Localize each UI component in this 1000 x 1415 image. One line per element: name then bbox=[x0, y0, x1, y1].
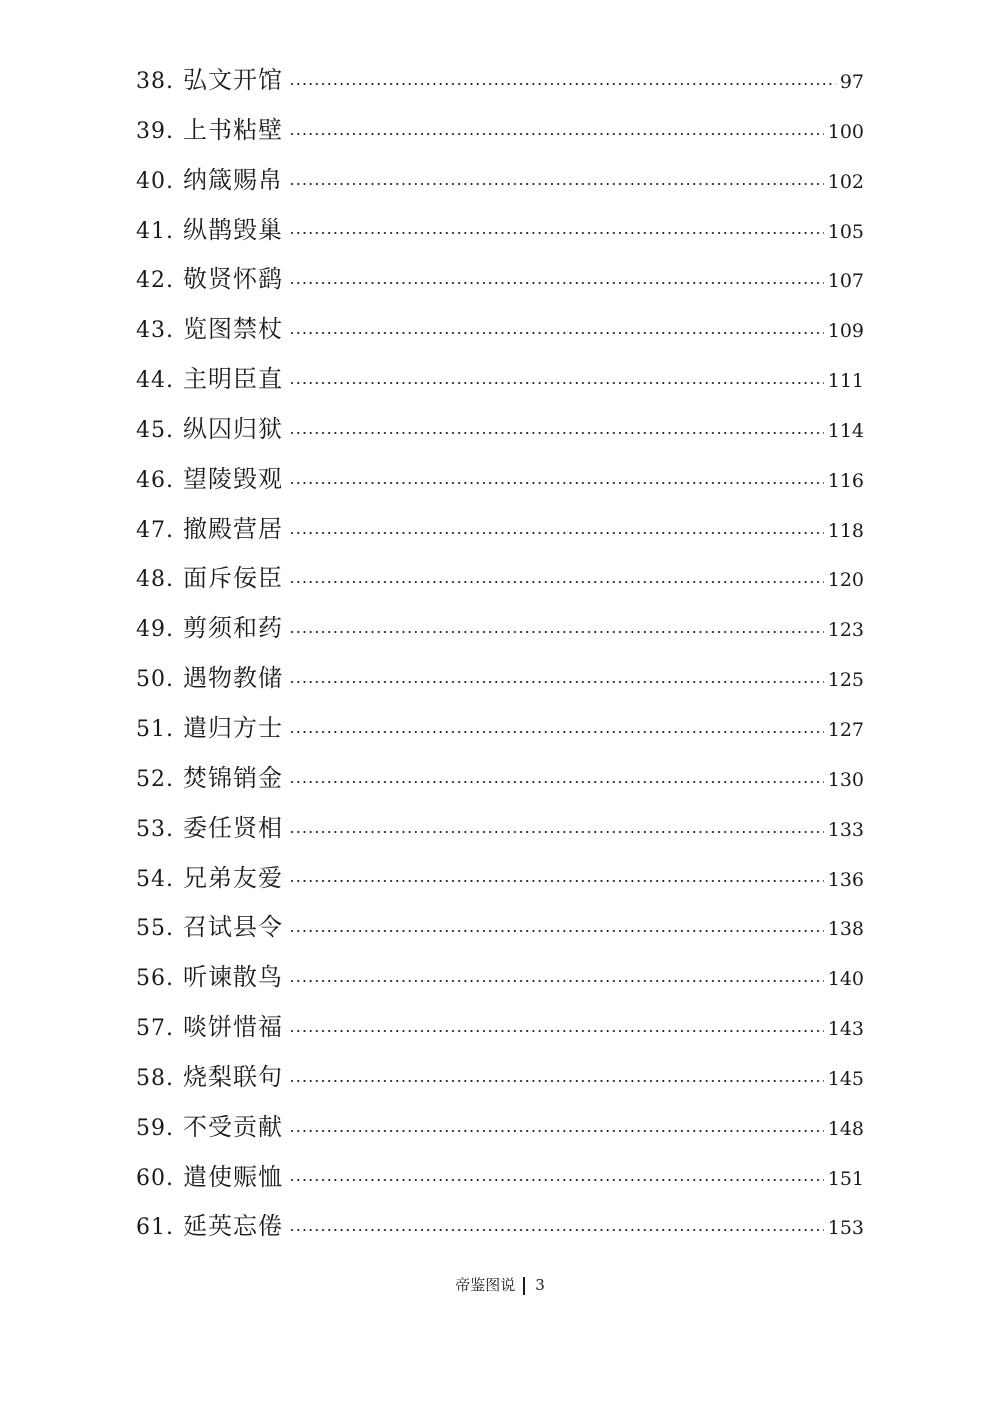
toc-entry-separator: . bbox=[166, 417, 173, 443]
toc-entry-number: 59 bbox=[136, 1115, 166, 1141]
toc-dot-leader bbox=[289, 482, 824, 484]
toc-dot-leader bbox=[289, 1030, 824, 1032]
toc-entry-number: 43 bbox=[136, 318, 166, 344]
toc-entry-page-number: 136 bbox=[827, 868, 864, 891]
toc-dot-leader bbox=[289, 432, 824, 434]
toc-entry-separator: . bbox=[166, 467, 173, 493]
toc-entry-title: 听谏散鸟 bbox=[183, 963, 283, 992]
toc-entry[interactable] bbox=[136, 754, 864, 804]
toc-entry-page-number: 118 bbox=[827, 519, 864, 542]
toc-entry-title: 望陵毁观 bbox=[183, 464, 283, 493]
toc-entry-number: 48 bbox=[136, 567, 166, 593]
toc-dot-leader bbox=[289, 1179, 824, 1181]
toc-entry-separator: . bbox=[166, 866, 173, 892]
toc-entry-separator: . bbox=[166, 667, 173, 693]
toc-entry[interactable] bbox=[136, 804, 864, 854]
toc-entry-number: 60 bbox=[136, 1165, 166, 1191]
footer-page-number: 3 bbox=[535, 1276, 545, 1294]
toc-entry-number: 47 bbox=[136, 517, 166, 543]
toc-entry[interactable] bbox=[136, 405, 864, 455]
toc-entry-separator: . bbox=[166, 218, 173, 244]
toc-entry-number: 44 bbox=[136, 368, 166, 394]
toc-entry-page-number: 111 bbox=[827, 370, 864, 393]
toc-entry-title: 弘文开馆 bbox=[183, 66, 283, 94]
toc-entry-number: 46 bbox=[136, 467, 166, 493]
toc-entry-number: 52 bbox=[136, 766, 166, 792]
toc-dot-leader bbox=[289, 232, 824, 234]
toc-entry-number: 57 bbox=[136, 1016, 166, 1042]
toc-entry-number: 53 bbox=[136, 816, 166, 842]
toc-entry-title: 烧梨联句 bbox=[183, 1062, 283, 1091]
toc-entry-separator: . bbox=[166, 1065, 173, 1091]
toc-entry-separator: . bbox=[166, 816, 173, 842]
toc-entry[interactable] bbox=[136, 156, 864, 206]
toc-entry[interactable] bbox=[136, 953, 864, 1003]
toc-entry-number: 61 bbox=[136, 1215, 166, 1241]
toc-entry-separator: . bbox=[166, 916, 173, 942]
toc-entry-separator: . bbox=[166, 517, 173, 543]
toc-entry-page-number: 125 bbox=[827, 669, 864, 692]
toc-entry[interactable] bbox=[136, 56, 864, 106]
toc-entry-page-number: 138 bbox=[827, 918, 864, 941]
toc-entry-title: 面斥佞臣 bbox=[183, 564, 283, 593]
toc-entry-title: 纵囚归狱 bbox=[183, 414, 283, 443]
toc-entry-page-number: 114 bbox=[827, 419, 864, 442]
toc-entry[interactable] bbox=[136, 704, 864, 754]
toc-entry[interactable] bbox=[136, 654, 864, 704]
toc-dot-leader bbox=[289, 631, 824, 633]
toc-entry-page-number: 153 bbox=[827, 1217, 864, 1240]
toc-entry-title: 敬贤怀鹞 bbox=[183, 265, 283, 294]
toc-entry-page-number: 102 bbox=[827, 170, 864, 193]
toc-entry-number: 49 bbox=[136, 617, 166, 643]
toc-entry-number: 40 bbox=[136, 168, 166, 194]
toc-entry-title: 兄弟友爱 bbox=[183, 863, 283, 892]
toc-entry[interactable] bbox=[136, 903, 864, 953]
toc-entry-page-number: 148 bbox=[827, 1117, 864, 1140]
toc-entry-separator: . bbox=[166, 766, 173, 792]
toc-dot-leader bbox=[289, 382, 824, 384]
toc-entry-title: 委任贤相 bbox=[183, 813, 283, 842]
toc-dot-leader bbox=[289, 831, 824, 833]
table-of-contents bbox=[136, 56, 864, 1252]
footer-divider bbox=[523, 1277, 525, 1295]
toc-dot-leader bbox=[289, 681, 824, 683]
toc-entry-number: 42 bbox=[136, 268, 166, 294]
toc-entry[interactable] bbox=[136, 355, 864, 405]
toc-dot-leader bbox=[289, 83, 836, 85]
toc-entry[interactable] bbox=[136, 554, 864, 604]
toc-entry[interactable] bbox=[136, 1202, 864, 1252]
toc-entry-title: 不受贡献 bbox=[183, 1112, 283, 1141]
toc-entry-title: 纵鹊毁巢 bbox=[183, 215, 283, 244]
toc-entry-page-number: 123 bbox=[827, 619, 864, 642]
toc-dot-leader bbox=[289, 133, 824, 135]
toc-entry[interactable] bbox=[136, 206, 864, 256]
toc-entry-title: 啖饼惜福 bbox=[183, 1013, 283, 1042]
toc-entry-separator: . bbox=[166, 567, 173, 593]
toc-entry-page-number: 145 bbox=[827, 1067, 864, 1090]
toc-entry-title: 焚锦销金 bbox=[183, 763, 283, 792]
toc-entry-number: 51 bbox=[136, 716, 166, 742]
toc-entry-separator: . bbox=[166, 168, 173, 194]
toc-entry-number: 56 bbox=[136, 966, 166, 992]
toc-entry-separator: . bbox=[166, 318, 173, 344]
toc-entry-page-number: 116 bbox=[827, 469, 864, 492]
toc-dot-leader bbox=[289, 532, 824, 534]
toc-dot-leader bbox=[289, 581, 824, 583]
toc-entry[interactable] bbox=[136, 106, 864, 156]
toc-entry[interactable] bbox=[136, 305, 864, 355]
toc-entry-separator: . bbox=[166, 368, 173, 394]
toc-entry-page-number: 151 bbox=[827, 1167, 864, 1190]
toc-entry-separator: . bbox=[166, 69, 173, 94]
footer-book-title: 帝鉴图说 bbox=[455, 1276, 516, 1294]
toc-entry-page-number: 109 bbox=[827, 320, 864, 343]
toc-entry-title: 延英忘倦 bbox=[183, 1212, 283, 1241]
toc-dot-leader bbox=[289, 1229, 824, 1231]
toc-entry-title: 遣归方士 bbox=[183, 713, 283, 742]
toc-entry-page-number: 140 bbox=[827, 968, 864, 991]
toc-entry[interactable] bbox=[136, 1003, 864, 1053]
toc-entry-separator: . bbox=[166, 966, 173, 992]
toc-entry-page-number: 143 bbox=[827, 1018, 864, 1041]
toc-entry-separator: . bbox=[166, 118, 173, 144]
toc-entry-title: 剪须和药 bbox=[183, 614, 283, 643]
toc-dot-leader bbox=[289, 183, 824, 185]
toc-dot-leader bbox=[289, 1080, 824, 1082]
toc-entry-title: 遇物教储 bbox=[183, 664, 283, 693]
toc-dot-leader bbox=[289, 282, 824, 284]
toc-entry[interactable] bbox=[136, 1153, 864, 1203]
toc-dot-leader bbox=[289, 332, 824, 334]
toc-dot-leader bbox=[289, 781, 824, 783]
toc-entry[interactable] bbox=[136, 255, 864, 305]
page-footer bbox=[0, 1272, 1000, 1298]
toc-entry-page-number: 97 bbox=[839, 71, 864, 93]
toc-entry[interactable] bbox=[136, 1103, 864, 1153]
toc-entry-number: 38 bbox=[136, 69, 166, 94]
toc-dot-leader bbox=[289, 930, 824, 932]
toc-entry-title: 览图禁杖 bbox=[183, 315, 283, 344]
toc-entry-number: 50 bbox=[136, 667, 166, 693]
toc-dot-leader bbox=[289, 980, 824, 982]
toc-entry-page-number: 130 bbox=[827, 768, 864, 791]
toc-entry-separator: . bbox=[166, 1115, 173, 1141]
toc-entry[interactable] bbox=[136, 455, 864, 505]
toc-entry[interactable] bbox=[136, 1053, 864, 1103]
toc-entry-page-number: 127 bbox=[827, 718, 864, 741]
toc-entry[interactable] bbox=[136, 505, 864, 555]
toc-entry-page-number: 107 bbox=[827, 270, 864, 293]
toc-entry-page-number: 133 bbox=[827, 818, 864, 841]
toc-dot-leader bbox=[289, 1130, 824, 1132]
toc-entry-number: 41 bbox=[136, 218, 166, 244]
toc-entry-number: 39 bbox=[136, 118, 166, 144]
toc-entry[interactable] bbox=[136, 854, 864, 904]
toc-entry-number: 54 bbox=[136, 866, 166, 892]
toc-entry-separator: . bbox=[166, 617, 173, 643]
toc-entry-title: 纳箴赐帛 bbox=[183, 165, 283, 194]
toc-entry-separator: . bbox=[166, 1215, 173, 1241]
toc-entry-page-number: 100 bbox=[827, 120, 864, 143]
toc-entry-separator: . bbox=[166, 1016, 173, 1042]
toc-entry-number: 58 bbox=[136, 1065, 166, 1091]
toc-entry-title: 遣使赈恤 bbox=[183, 1162, 283, 1191]
toc-entry-title: 撤殿营居 bbox=[183, 514, 283, 543]
toc-dot-leader bbox=[289, 731, 824, 733]
toc-entry-title: 上书粘壁 bbox=[183, 115, 283, 144]
toc-entry[interactable] bbox=[136, 604, 864, 654]
toc-entry-separator: . bbox=[166, 716, 173, 742]
toc-entry-separator: . bbox=[166, 1165, 173, 1191]
toc-entry-number: 55 bbox=[136, 916, 166, 942]
toc-entry-title: 主明臣直 bbox=[183, 365, 283, 394]
toc-entry-page-number: 105 bbox=[827, 220, 864, 243]
toc-dot-leader bbox=[289, 880, 824, 882]
toc-entry-separator: . bbox=[166, 268, 173, 294]
toc-entry-number: 45 bbox=[136, 417, 166, 443]
toc-entry-title: 召试县令 bbox=[183, 913, 283, 942]
toc-entry-page-number: 120 bbox=[827, 569, 864, 592]
